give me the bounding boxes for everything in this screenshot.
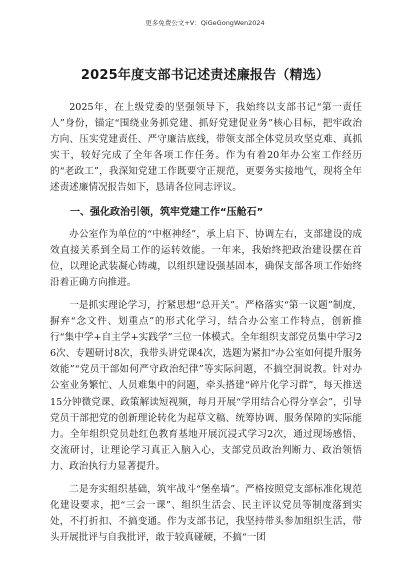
- section-paragraph-1: 办公室作为单位的“中枢神经”，承上启下、协调左右，支部建设的成效直接关系到全局工作的运转效能。一年来，我始终把政治建设摆在首位，以理论武装凝心铸魂，以组织建设强基固本，确保支部各项工作始终沿着正确方向推进。: [50, 228, 362, 288]
- document-body: [50, 100, 362, 546]
- paragraph-gap: [50, 475, 362, 482]
- section-paragraph-3: 二是夯实组织基础，筑牢战斗“堡垒墙”。严格按照党支部标准化规范化建设要求，把“三会一课”、组织生活会、民主评议党员等制度落到实处，不打折扣、不搞变通。作为支部书记，我坚持带头参加组织生活，带头开展批评与自我批评，敢于较真碰硬，不搞“一团: [50, 483, 362, 544]
- section-heading: 一、强化政治引领，筑牢党建工作“压舱石”: [70, 206, 264, 218]
- document-title: 2025年度支部书记述责述廉报告（精选）: [80, 68, 330, 83]
- intro-paragraph: 2025年，在上级党委的坚强领导下，我始终以支部书记“第一责任人”身份，锚定“围绕业务抓党建、抓好党建促业务”核心目标，把牢政治方向、压实党建责任、严守廉洁底线，带领支部全体党员攻坚克难、真抓实干，较好完成了全年各项工作任务。作为有着20年办公室工作经历的“老政工”，我深知党建工作既要守正规范，更要务实接地气，现将全年述责述廉情况报告如下，恳请各位同志评议。: [50, 102, 362, 194]
- paragraph-gap: [50, 291, 362, 298]
- section-paragraph-2: 一是抓实理论学习，拧紧思想“总开关”。严格落实“第一议题”制度，摒弃“念文件、划重点”的形式化学习，结合办公室工作特点，创新推行“集中学+自主学+实践学”三位一体模式。全年组织支部党员集中学习26次、专题研讨8次，我带头讲党课4次，选题为紧扣“办公室如何提升服务效能”“党员干部如何严守政治纪律”等实际问题，不搞空洞说教。针对办公室业务繁忙、人员难集中的问题，牵头搭建“碎片化学习群”，每天推送15分钟微党课、政策解读短视频，每月开展“学用结合心得分享会”，引导党员干部把党的创新理论转化为起草文稿、统筹协调、服务保障的实际能力。全年组织党员赴红色教育基地开展沉浸式学习2次，通过现场感悟、交流研讨，让理论学习真正入脑入心，支部党员政治判断力、政治领悟力、政治执行力显著提升。: [50, 299, 362, 472]
- page-header: 更多免费公文+V：QiGeGongWen2024: [145, 19, 265, 27]
